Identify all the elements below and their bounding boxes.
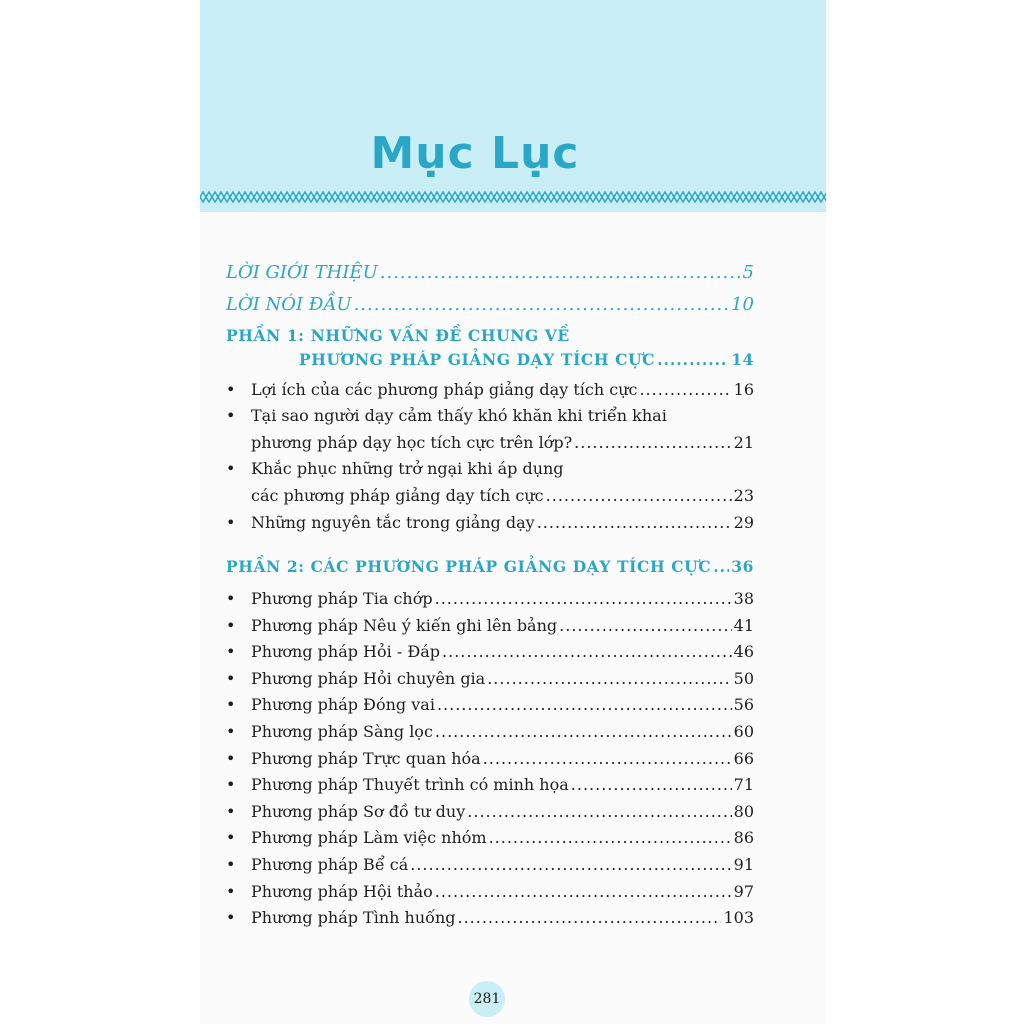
entry-label: Phương pháp Sàng lọc — [251, 722, 433, 741]
toc-entry[interactable] — [251, 908, 754, 927]
entry-label: LỜI NÓI ĐẦU — [226, 294, 352, 315]
part1-heading-line1: PHẦN 1: NHỮNG VẤN ĐỀ CHUNG VỀ — [226, 326, 570, 345]
dot-leader — [457, 908, 721, 927]
toc-entry[interactable] — [251, 380, 754, 399]
entry-page: 10 — [731, 294, 754, 315]
dot-leader — [380, 262, 741, 283]
entry-label: Phương pháp Tình huống — [251, 908, 456, 927]
dot-leader — [489, 828, 732, 847]
bullet: • — [226, 828, 236, 847]
bullet: • — [226, 616, 236, 635]
entry-page: 41 — [733, 616, 754, 635]
dot-leader — [437, 695, 732, 714]
entry-label: Phương pháp Làm việc nhóm — [251, 828, 487, 847]
entry-page: 29 — [733, 513, 754, 532]
entry-page: 21 — [733, 433, 754, 452]
entry-page: 91 — [733, 855, 754, 874]
bullet: • — [226, 908, 236, 927]
toc-entry[interactable] — [251, 775, 754, 794]
zigzag-divider — [200, 190, 826, 204]
toc-entry[interactable] — [251, 695, 754, 714]
dot-leader — [435, 589, 732, 608]
header-band — [200, 0, 826, 212]
entry-page: 97 — [733, 882, 754, 901]
entry-label: Phương pháp Hỏi - Đáp — [251, 642, 441, 661]
toc-entry[interactable] — [251, 882, 754, 901]
bullet: • — [226, 695, 236, 714]
dot-leader — [537, 513, 732, 532]
entry-page: 38 — [733, 589, 754, 608]
entry-label: Phương pháp Nêu ý kiến ghi lên bảng — [251, 616, 558, 635]
entry-page: 5 — [742, 262, 754, 283]
toc-entry-part1[interactable] — [299, 350, 754, 369]
entry-page: 103 — [723, 908, 754, 927]
entry-label: PHƯƠNG PHÁP GIẢNG DẠY TÍCH CỰC — [299, 350, 656, 369]
entry-label: Phương pháp Tia chớp — [251, 589, 433, 608]
dot-leader — [435, 882, 732, 901]
entry-page: 56 — [733, 695, 754, 714]
toc-entry[interactable] — [251, 433, 754, 452]
bullet: • — [226, 406, 236, 425]
entry-page: 46 — [733, 642, 754, 661]
entry-label: Những nguyên tắc trong giảng dạy — [251, 513, 535, 532]
bullet: • — [226, 513, 236, 532]
entry-page: 66 — [733, 749, 754, 768]
page-number-badge: 281 — [469, 981, 505, 1017]
bullet: • — [226, 802, 236, 821]
dot-leader — [639, 380, 731, 399]
entry-label: PHẦN 2: CÁC PHƯƠNG PHÁP GIẢNG DẠY TÍCH CỰC — [226, 557, 712, 576]
toc-entry[interactable] — [251, 749, 754, 768]
bullet: • — [226, 589, 236, 608]
bullet: • — [226, 669, 236, 688]
bullet: • — [226, 882, 236, 901]
entry-page: 80 — [733, 802, 754, 821]
dot-leader — [574, 433, 732, 452]
entry-label-line1: Tại sao người dạy cảm thấy khó khăn khi triển khai — [251, 406, 667, 425]
entry-label: Lợi ích của các phương pháp giảng dạy tích cực — [251, 380, 638, 399]
entry-label: Phương pháp Sơ đồ tư duy — [251, 802, 466, 821]
entry-page: 86 — [733, 828, 754, 847]
bullet: • — [226, 380, 236, 399]
toc-entry[interactable] — [251, 589, 754, 608]
bullet: • — [226, 459, 236, 478]
entry-page: 50 — [733, 669, 754, 688]
toc-entry[interactable] — [251, 828, 754, 847]
dot-leader — [571, 775, 732, 794]
toc-entry-introduction[interactable] — [226, 262, 754, 283]
toc-entry[interactable] — [251, 802, 754, 821]
dot-leader — [467, 802, 731, 821]
entry-label: phương pháp dạy học tích cực trên lớp? — [251, 433, 573, 452]
entry-page: 23 — [733, 486, 754, 505]
entry-label-line1: Khắc phục những trở ngại khi áp dụng — [251, 459, 564, 478]
toc-entry[interactable] — [251, 722, 754, 741]
entry-label: LỜI GIỚI THIỆU — [226, 262, 378, 283]
dot-leader — [713, 557, 729, 576]
bullet: • — [226, 855, 236, 874]
bullet: • — [226, 722, 236, 741]
entry-label: Phương pháp Trực quan hóa — [251, 749, 481, 768]
page-title: Mục Lục — [370, 128, 580, 179]
dot-leader — [657, 350, 729, 369]
bullet: • — [226, 775, 236, 794]
entry-label: Phương pháp Thuyết trình có minh họa — [251, 775, 569, 794]
entry-page: 71 — [733, 775, 754, 794]
bullet: • — [226, 642, 236, 661]
toc-entry[interactable] — [251, 486, 754, 505]
entry-page: 60 — [733, 722, 754, 741]
entry-page: 16 — [733, 380, 754, 399]
entry-page: 14 — [731, 350, 754, 369]
toc-entry[interactable] — [251, 855, 754, 874]
entry-page: 36 — [731, 557, 754, 576]
toc-entry[interactable] — [251, 513, 754, 532]
entry-label: các phương pháp giảng dạy tích cực — [251, 486, 544, 505]
toc-entry[interactable] — [251, 616, 754, 635]
toc-entry[interactable] — [251, 669, 754, 688]
dot-leader — [435, 722, 732, 741]
dot-leader — [442, 642, 732, 661]
dot-leader — [483, 749, 732, 768]
entry-label: Phương pháp Hội thảo — [251, 882, 433, 901]
dot-leader — [410, 855, 731, 874]
dot-leader — [354, 294, 730, 315]
toc-entry[interactable] — [251, 642, 754, 661]
entry-label: Phương pháp Hỏi chuyên gia — [251, 669, 486, 688]
bullet: • — [226, 749, 236, 768]
dot-leader — [487, 669, 731, 688]
dot-leader — [546, 486, 732, 505]
entry-label: Phương pháp Bể cá — [251, 855, 409, 874]
toc-entry-preface[interactable] — [226, 294, 754, 315]
entry-label: Phương pháp Đóng vai — [251, 695, 435, 714]
dot-leader — [559, 616, 732, 635]
toc-entry-part2[interactable] — [226, 557, 754, 576]
